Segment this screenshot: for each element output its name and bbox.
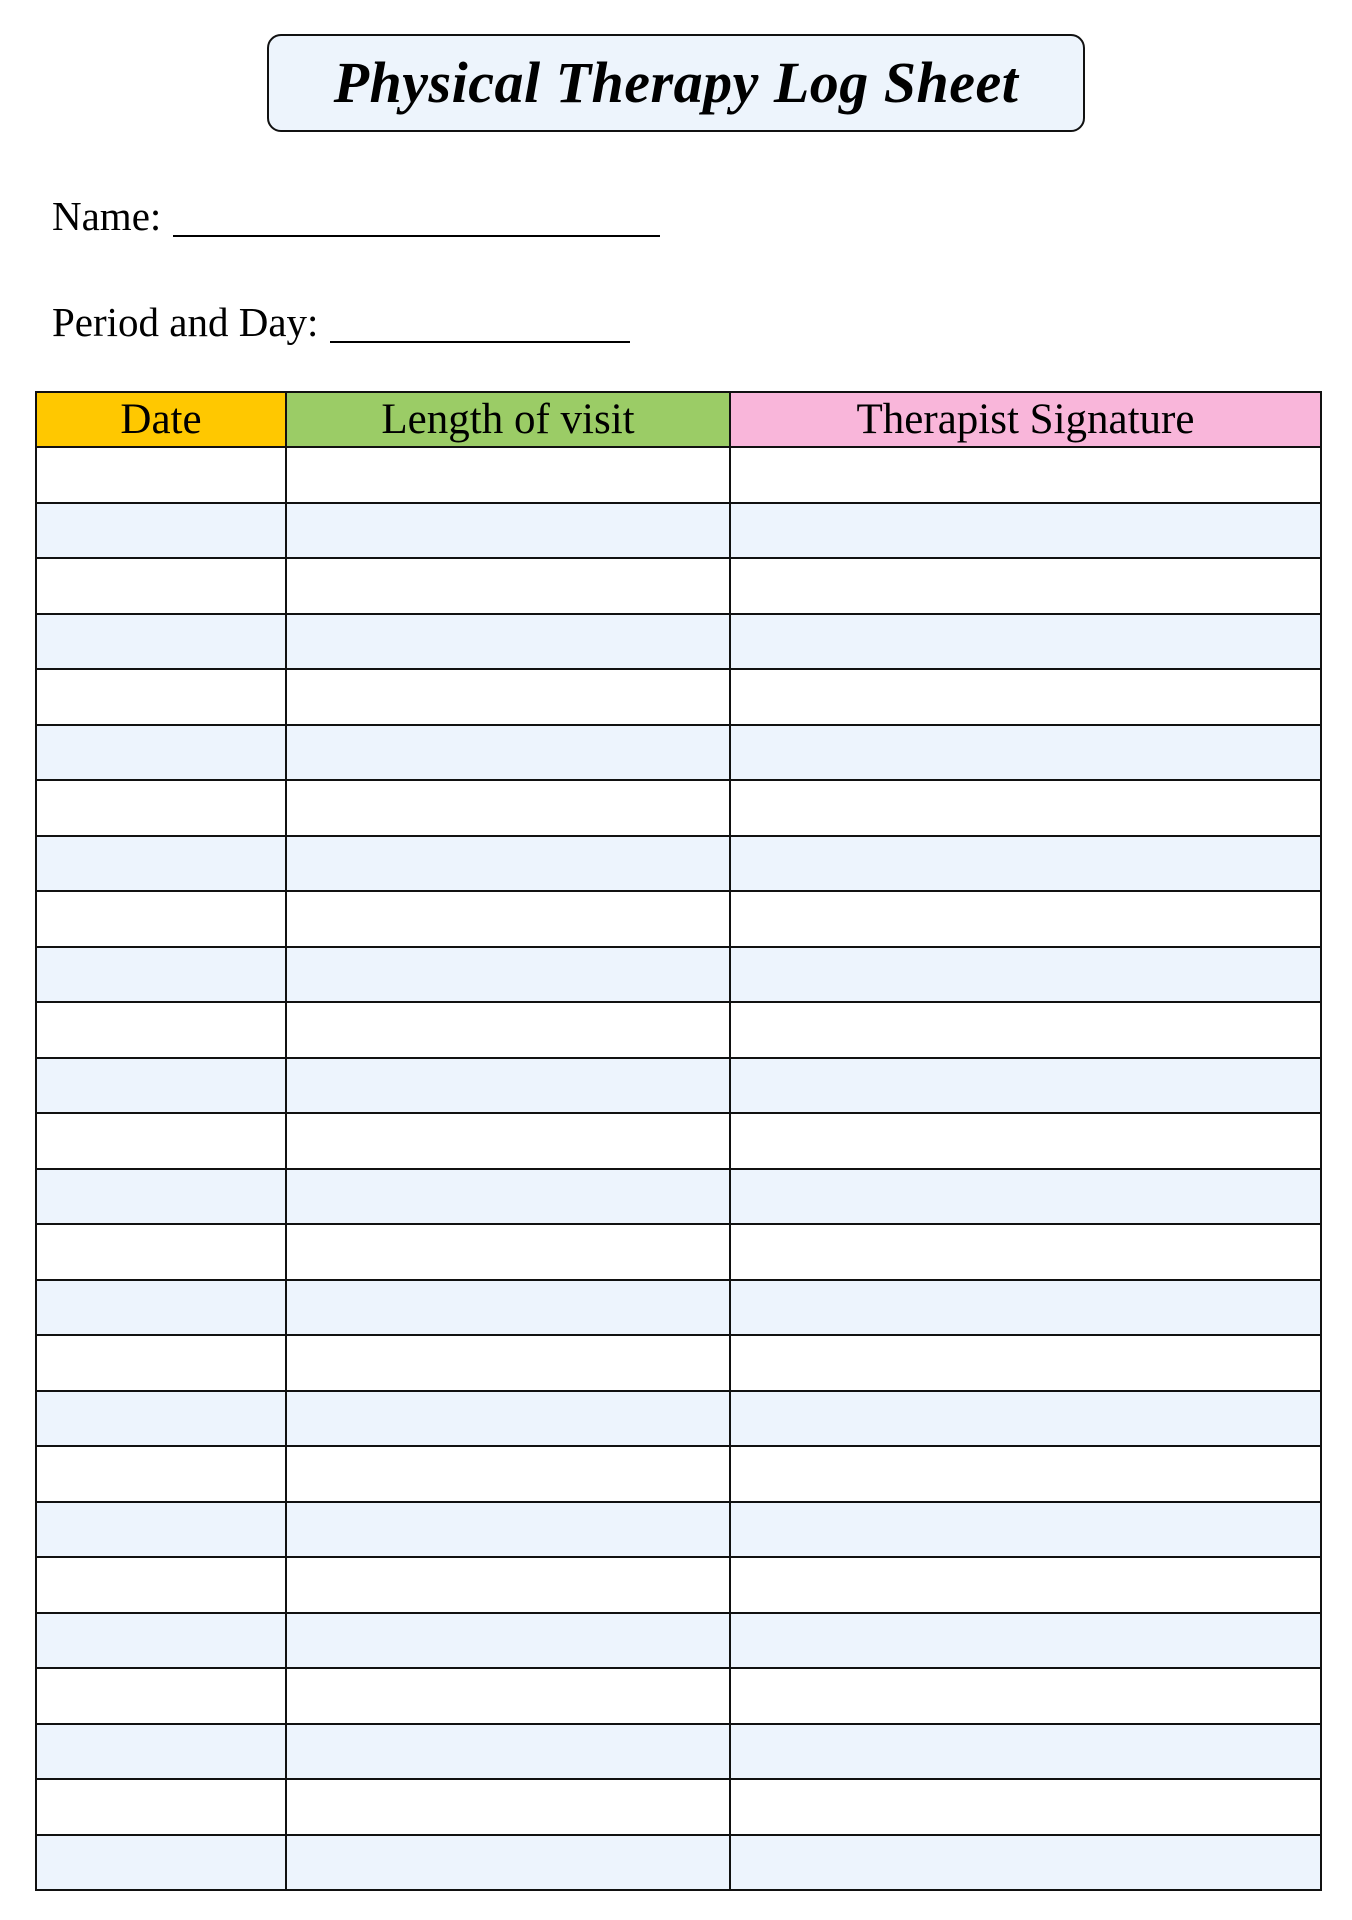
therapist-signature-cell[interactable]: [730, 1002, 1321, 1058]
date-cell[interactable]: [36, 947, 286, 1003]
length-of-visit-cell[interactable]: [286, 1002, 730, 1058]
length-of-visit-cell[interactable]: [286, 947, 730, 1003]
period-day-input-line[interactable]: [330, 305, 630, 343]
table-row: [36, 1002, 1321, 1058]
length-of-visit-cell[interactable]: [286, 1446, 730, 1502]
length-of-visit-cell[interactable]: [286, 780, 730, 836]
length-of-visit-cell[interactable]: [286, 1779, 730, 1835]
therapist-signature-cell[interactable]: [730, 1280, 1321, 1336]
table-row: [36, 780, 1321, 836]
therapist-signature-cell[interactable]: [730, 558, 1321, 614]
table-row: [36, 1224, 1321, 1280]
period-day-field: [52, 299, 630, 345]
table-row: [36, 558, 1321, 614]
table-row: [36, 1835, 1321, 1891]
column-header-date: Date: [36, 392, 286, 447]
therapist-signature-cell[interactable]: [730, 1169, 1321, 1225]
date-cell[interactable]: [36, 836, 286, 892]
length-of-visit-cell[interactable]: [286, 1613, 730, 1669]
therapist-signature-cell[interactable]: [730, 1668, 1321, 1724]
table-row: [36, 614, 1321, 670]
date-cell[interactable]: [36, 1613, 286, 1669]
therapist-signature-cell[interactable]: [730, 1502, 1321, 1558]
therapist-signature-cell[interactable]: [730, 614, 1321, 670]
length-of-visit-cell[interactable]: [286, 1058, 730, 1114]
date-cell[interactable]: [36, 1779, 286, 1835]
length-of-visit-cell[interactable]: [286, 891, 730, 947]
table-row: [36, 1668, 1321, 1724]
table-row: [36, 503, 1321, 559]
table-row: [36, 891, 1321, 947]
therapist-signature-cell[interactable]: [730, 1113, 1321, 1169]
date-cell[interactable]: [36, 1502, 286, 1558]
therapist-signature-cell[interactable]: [730, 1335, 1321, 1391]
table-row: [36, 1058, 1321, 1114]
date-cell[interactable]: [36, 1058, 286, 1114]
therapist-signature-cell[interactable]: [730, 1446, 1321, 1502]
length-of-visit-cell[interactable]: [286, 1391, 730, 1447]
date-cell[interactable]: [36, 1280, 286, 1336]
table-row: [36, 1280, 1321, 1336]
date-cell[interactable]: [36, 1668, 286, 1724]
therapist-signature-cell[interactable]: [730, 1058, 1321, 1114]
table-row: [36, 1335, 1321, 1391]
date-cell[interactable]: [36, 558, 286, 614]
table-row: [36, 1169, 1321, 1225]
title-box: [267, 34, 1085, 132]
name-input-line[interactable]: [173, 199, 660, 237]
therapist-signature-cell[interactable]: [730, 1724, 1321, 1780]
therapist-signature-cell[interactable]: [730, 1835, 1321, 1891]
date-cell[interactable]: [36, 891, 286, 947]
log-table: [35, 391, 1322, 1891]
therapist-signature-cell[interactable]: [730, 1779, 1321, 1835]
table-row: [36, 1557, 1321, 1613]
length-of-visit-cell[interactable]: [286, 503, 730, 559]
date-cell[interactable]: [36, 1557, 286, 1613]
length-of-visit-cell[interactable]: [286, 1335, 730, 1391]
log-table-body: [36, 447, 1321, 1890]
table-row: [36, 725, 1321, 781]
length-of-visit-cell[interactable]: [286, 725, 730, 781]
length-of-visit-cell[interactable]: [286, 558, 730, 614]
table-header-row: [36, 392, 1321, 447]
length-of-visit-cell[interactable]: [286, 836, 730, 892]
name-label: Name:: [52, 193, 162, 239]
table-row: [36, 447, 1321, 503]
table-row: [36, 1613, 1321, 1669]
date-cell[interactable]: [36, 1835, 286, 1891]
date-cell[interactable]: [36, 1446, 286, 1502]
table-row: [36, 1724, 1321, 1780]
table-row: [36, 836, 1321, 892]
therapist-signature-cell[interactable]: [730, 891, 1321, 947]
length-of-visit-cell[interactable]: [286, 1557, 730, 1613]
therapist-signature-cell[interactable]: [730, 725, 1321, 781]
date-cell[interactable]: [36, 725, 286, 781]
date-cell[interactable]: [36, 1724, 286, 1780]
length-of-visit-cell[interactable]: [286, 669, 730, 725]
therapist-signature-cell[interactable]: [730, 1557, 1321, 1613]
table-row: [36, 947, 1321, 1003]
date-cell[interactable]: [36, 1224, 286, 1280]
table-row: [36, 669, 1321, 725]
length-of-visit-cell[interactable]: [286, 1668, 730, 1724]
therapist-signature-cell[interactable]: [730, 503, 1321, 559]
date-cell[interactable]: [36, 447, 286, 503]
date-cell[interactable]: [36, 1113, 286, 1169]
length-of-visit-cell[interactable]: [286, 1113, 730, 1169]
table-row: [36, 1113, 1321, 1169]
length-of-visit-cell[interactable]: [286, 614, 730, 670]
date-cell[interactable]: [36, 1335, 286, 1391]
column-header-therapist-signature: Therapist Signature: [730, 392, 1321, 447]
length-of-visit-cell[interactable]: [286, 1224, 730, 1280]
date-cell[interactable]: [36, 1391, 286, 1447]
therapist-signature-cell[interactable]: [730, 1613, 1321, 1669]
length-of-visit-cell[interactable]: [286, 1835, 730, 1891]
date-cell[interactable]: [36, 780, 286, 836]
table-row: [36, 1779, 1321, 1835]
therapist-signature-cell[interactable]: [730, 1224, 1321, 1280]
date-cell[interactable]: [36, 1002, 286, 1058]
table-row: [36, 1391, 1321, 1447]
therapist-signature-cell[interactable]: [730, 947, 1321, 1003]
length-of-visit-cell[interactable]: [286, 447, 730, 503]
length-of-visit-cell[interactable]: [286, 1280, 730, 1336]
page-title: Physical Therapy Log Sheet: [333, 50, 1019, 115]
therapist-signature-cell[interactable]: [730, 669, 1321, 725]
date-cell[interactable]: [36, 1169, 286, 1225]
therapist-signature-cell[interactable]: [730, 780, 1321, 836]
table-row: [36, 1446, 1321, 1502]
length-of-visit-cell[interactable]: [286, 1502, 730, 1558]
therapist-signature-cell[interactable]: [730, 1391, 1321, 1447]
length-of-visit-cell[interactable]: [286, 1724, 730, 1780]
date-cell[interactable]: [36, 503, 286, 559]
therapist-signature-cell[interactable]: [730, 447, 1321, 503]
period-day-label: Period and Day:: [52, 299, 319, 345]
therapist-signature-cell[interactable]: [730, 836, 1321, 892]
length-of-visit-cell[interactable]: [286, 1169, 730, 1225]
date-cell[interactable]: [36, 614, 286, 670]
date-cell[interactable]: [36, 669, 286, 725]
column-header-length-of-visit: Length of visit: [286, 392, 730, 447]
name-field: [52, 193, 660, 239]
table-row: [36, 1502, 1321, 1558]
